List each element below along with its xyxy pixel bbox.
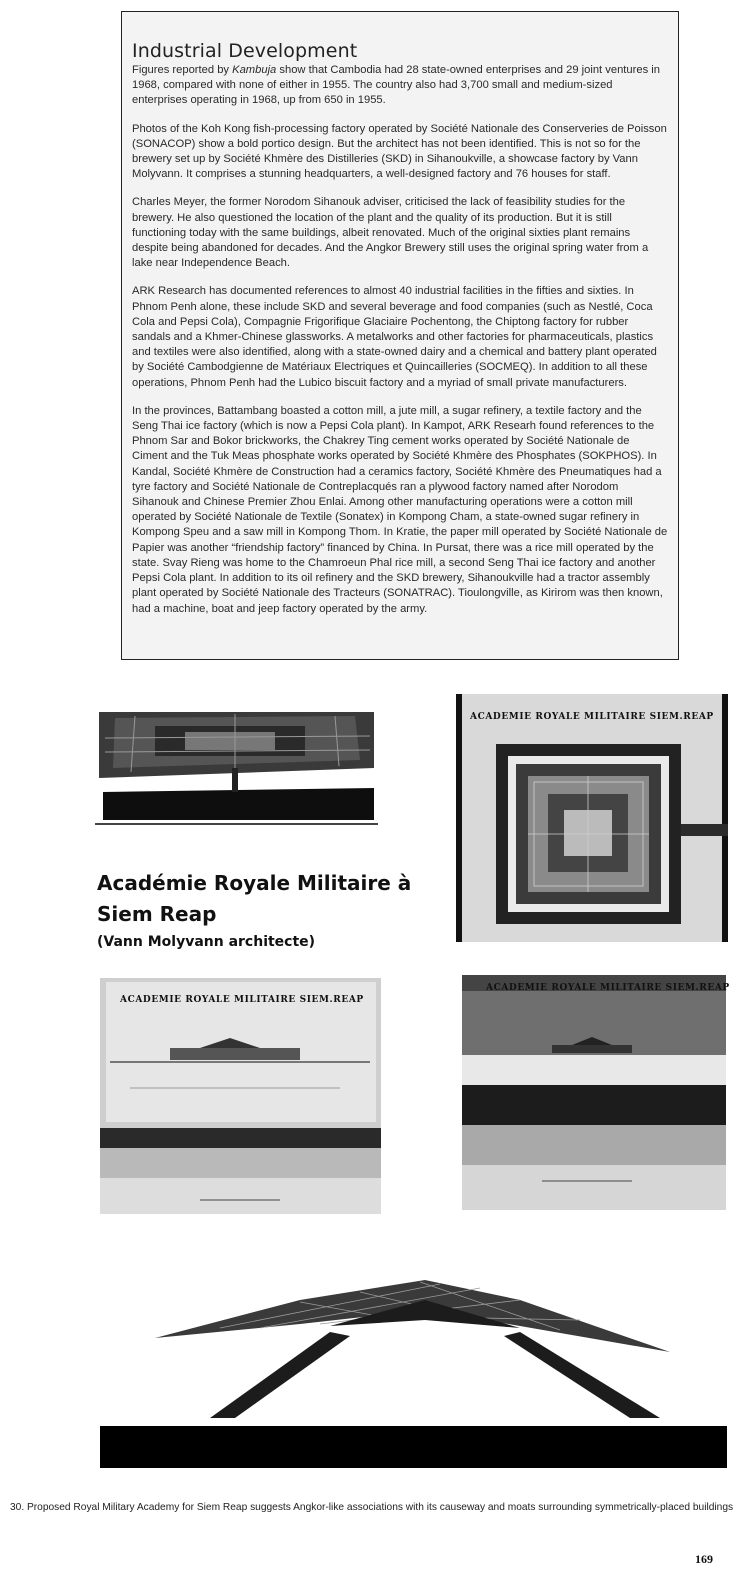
figure-caption: 30. Proposed Royal Military Academy for Siem Reap suggests Angkor-like associations with its causeway and moats surrounding symmetrically-placed buildings (10, 1502, 734, 1513)
sidebar-paragraph-3: Charles Meyer, the former Norodom Sihanouk adviser, criticised the lack of feasibility studies for the brewery. He also questioned the location of the plant and the quality of its production. But it is still functioning today with the same buildings, albeit renovated. Much of the original sixties plant remains despite being abandoned for decades. And the Angkor Brewery still uses the original spring water from a lake near Independence Beach. (132, 196, 649, 270)
sidebar-paragraph-5: In the provinces, Battambang boasted a cotton mill, a jute mill, a sugar refinery, a textile factory and the Seng Thai ice factory (which is now a Pepsi Cola plant). In Kampot, ARK Researh found references to the Phnom Sar and Bokor brickworks, the Chakrey Ting cement works operated by Société Nationale de Ciment and the Tuk Meas phosphate works operated by Société Khmère des Phosphates (SOKPHOS). In Kandal, Société Khmère de Construction had a ceramics factory, Société Khmère des Pneumatiques had a tyre factory and Société Nationale de Contreplacqués ran a plywood factory named after Norodom Sihanouk and Chinese Premier Zhou Enlai. Among other manufacturing operations were a cotton mill operated by Société Nationale de Textile (Sonatex) in Kompong Cham, a state-owned sugar refinery in Kompong Speu and a saw mill in Kompong Thom. In Kratie, the paper mill operated by Société Nationale de Papier was another “friendship factory” financed by China. In Pursat, there was a rice mill operated by the state. Svay Rieng was home to the Chamroeun Phal rice mill, a second Seng Thai ice factory and another Pepsi Cola plant. In addition to its oil refinery and the SKD brewery, Sihanoukville had a tractor assembly plant operated by Société Nationale des Tracteurs (SONATRAC). Tioulongville, as Kirirom was then known, had a machine, boat and jeep factory operated by the army. (132, 404, 668, 615)
publication-name: Kambuja (232, 64, 277, 76)
shell-roof-model-photo (100, 1240, 727, 1480)
plan-label: ACADEMIE ROYALE MILITAIRE SIEM.REAP (470, 712, 714, 722)
sidebar-paragraph-1: Figures reported by Kambuja show that Cambodia had 28 state-owned enterprises and 29 joint ventures in 1968, compared with none of either in 1955. The country also had 3,700 small and medium-sized enterprises operating in 1968, up from 650 in 1955. (132, 64, 660, 107)
sidebar-paragraph-2: Photos of the Koh Kong fish-processing factory operated by Société Nationale des Conserveries de Poisson (SONACOP) show a bold portico design. But the architect has not been identified. This is not so for the brewery set up by Société Khmère des Distilleries (SKD) in Sihanoukville, a showcase factory by Vann Molyvann. It comprises a stunning headquarters, a well-designed factory and 76 houses for staff. (132, 122, 667, 181)
elevation-left-label: ACADEMIE ROYALE MILITAIRE SIEM.REAP (120, 995, 364, 1005)
aerial-model-photo (95, 708, 378, 828)
elevation-drawing-right (462, 975, 726, 1210)
elevation-right-label: ACADEMIE ROYALE MILITAIRE SIEM.REAP (486, 983, 730, 993)
academy-title: Académie Royale Militaire à Siem Reap (97, 871, 412, 926)
elevation-drawing-left (100, 978, 381, 1214)
architect-credit: (Vann Molyvann architecte) (97, 934, 316, 950)
sidebar-title: Industrial Development (132, 40, 358, 62)
sidebar-paragraph-4: ARK Research has documented references to almost 40 industrial facilities in the fifties and sixties. In Phnom Penh alone, these include SKD and several beverage and food companies (such as Nestlé, Coca Cola and Pepsi Cola), Compagnie Frigorifique Glaciaire Pochentong, the Chiptong factory for rubber sandals and a Khmer-Chinese glassworks. A metalworks and other factories for pharmaceuticals, plastics and textiles were also identified, along with a state-owned dairy and a chemical and battery plant operated by Société Cambodgienne de Matériaux Electriques et Quincailleries (SOCMEQ). In addition to all these operations, Phnom Penh had the Lubico biscuit factory and a myriad of small private manufacturers. (132, 285, 657, 389)
page-number: 169 (695, 1552, 713, 1566)
site-plan-drawing (456, 694, 728, 942)
industrial-development-sidebar (121, 11, 679, 660)
